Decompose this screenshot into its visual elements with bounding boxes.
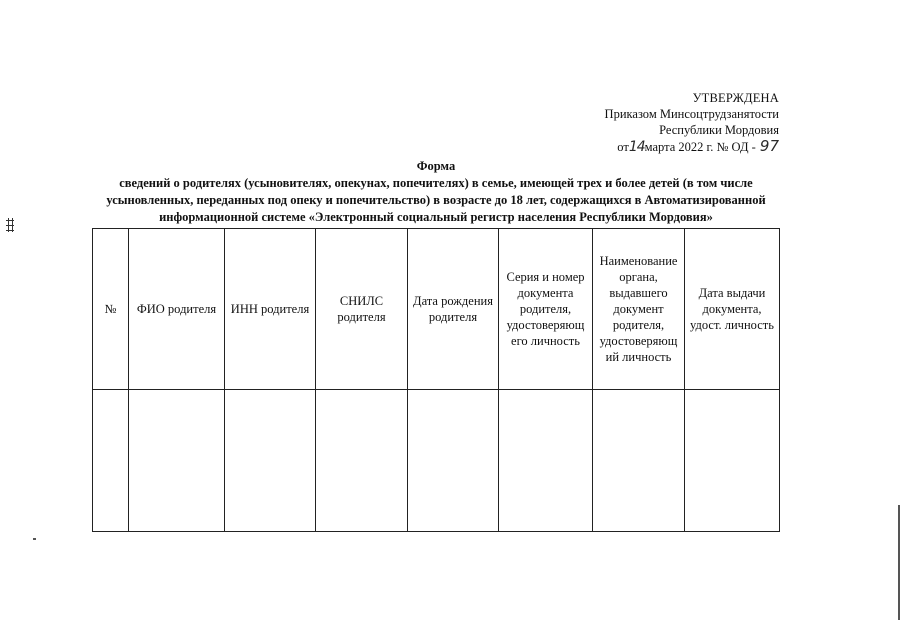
header-id-series-number: Серия и номер документа родителя, удостоверяющ его личность [499, 229, 593, 390]
parents-table [92, 228, 780, 532]
table-cell [408, 390, 499, 532]
approval-date-day: 14 [628, 139, 645, 155]
table-cell [593, 390, 685, 532]
header-issue-date: Дата выдачи документа, удост. личность [685, 229, 780, 390]
scan-edge-line [898, 505, 900, 620]
scan-mark [8, 218, 9, 232]
table-header-row [93, 229, 780, 390]
approval-date-rest: марта 2022 г. № ОД - [644, 140, 756, 154]
form-title-line2: сведений о родителях (усыновителях, опекунах, попечителях) в семье, имеющей трех и более детей (в том числе [119, 176, 753, 190]
header-snils: СНИЛС родителя [316, 229, 408, 390]
form-title-line1: Форма [416, 159, 456, 173]
approval-heading: УТВЕРЖДЕНА [692, 91, 779, 105]
scan-mark [12, 218, 13, 232]
approval-date-line [605, 138, 779, 155]
table-cell [225, 390, 316, 532]
table-cell [499, 390, 593, 532]
header-issuing-authority: Наименование органа, выдавшего документ родителя, удостоверяющ ий личность [593, 229, 685, 390]
header-number: № [93, 229, 129, 390]
approval-region-line: Республики Мордовия [659, 123, 779, 137]
approval-date-prefix: от [617, 140, 629, 154]
form-title-line3: усыновленных, переданных под опеку и попечительство) в возрасте до 18 лет, содержащихся в Автоматизированной [106, 193, 766, 207]
form-title-line4: информационной системе «Электронный социальный регистр населения Республики Мордовия» [159, 210, 713, 224]
header-birth-date: Дата рождения родителя [408, 229, 499, 390]
approval-doc-number: 97 [759, 137, 779, 155]
table-cell [316, 390, 408, 532]
approval-block [605, 90, 779, 155]
form-title [92, 158, 780, 226]
table-row [93, 390, 780, 532]
header-full-name: ФИО родителя [129, 229, 225, 390]
scan-speck [33, 538, 36, 540]
table-cell [93, 390, 129, 532]
table-cell [685, 390, 780, 532]
header-inn: ИНН родителя [225, 229, 316, 390]
approval-order-line: Приказом Минсоцтрудзанятости [604, 107, 779, 121]
table-cell [129, 390, 225, 532]
